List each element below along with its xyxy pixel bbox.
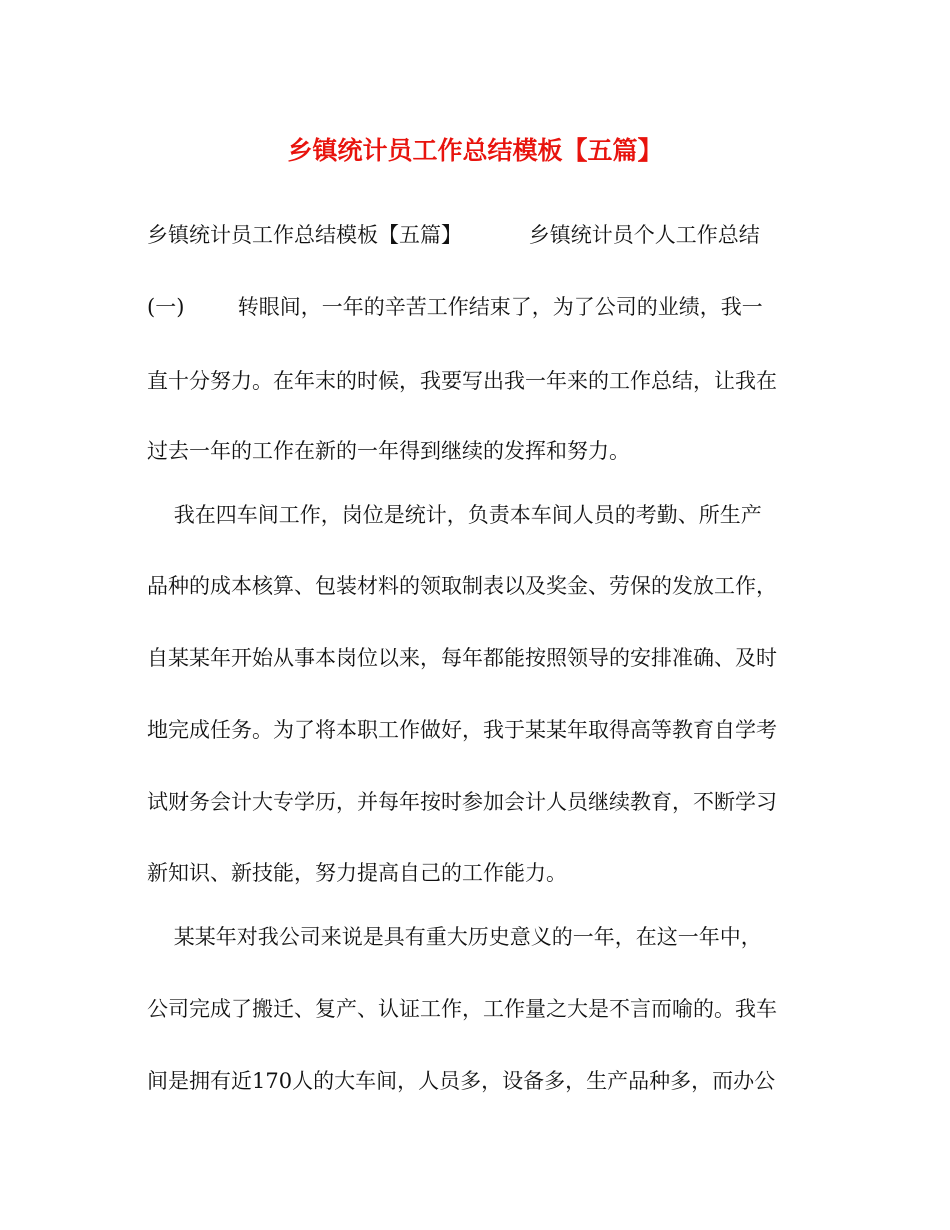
text-line-7: 自某某年开始从事本岗位以来，每年都能按照领导的安排准确、及时 [147, 646, 777, 670]
text-line-6: 品种的成本核算、包装材料的领取制表以及奖金、劳保的发放工作， [147, 574, 777, 598]
document-title: 乡镇统计员工作总结模板【五篇】 [287, 136, 663, 165]
text-line-4: 过去一年的工作在新的一年得到继续的发挥和努力。 [147, 439, 630, 463]
text-line-2: (一) 转眼间，一年的辛苦工作结束了，为了公司的业绩，我一 [147, 295, 763, 319]
text-line-13: 间是拥有近170人的大车间，人员多，设备多，生产品种多，而办公 [147, 1069, 776, 1093]
text-line-8: 地完成任务。为了将本职工作做好，我于某某年取得高等教育自学考 [147, 718, 777, 742]
text-line-9: 试财务会计大专学历，并每年按时参加会计人员继续教育，不断学习 [147, 790, 777, 814]
text-line-11: 某某年对我公司来说是具有重大历史意义的一年，在这一年中， [147, 925, 762, 949]
text-line-5: 我在四车间工作，岗位是统计，负责本车间人员的考勤、所生产 [147, 503, 762, 527]
text-line-10: 新知识、新技能，努力提高自己的工作能力。 [147, 861, 567, 885]
text-line-12: 公司完成了搬迁、复产、认证工作，工作量之大是不言而喻的。我车 [147, 997, 777, 1021]
text-line-3: 直十分努力。在年末的时候，我要写出我一年来的工作总结，让我在 [147, 369, 777, 393]
text-line-1: 乡镇统计员工作总结模板【五篇】 乡镇统计员个人工作总结 [147, 223, 760, 247]
